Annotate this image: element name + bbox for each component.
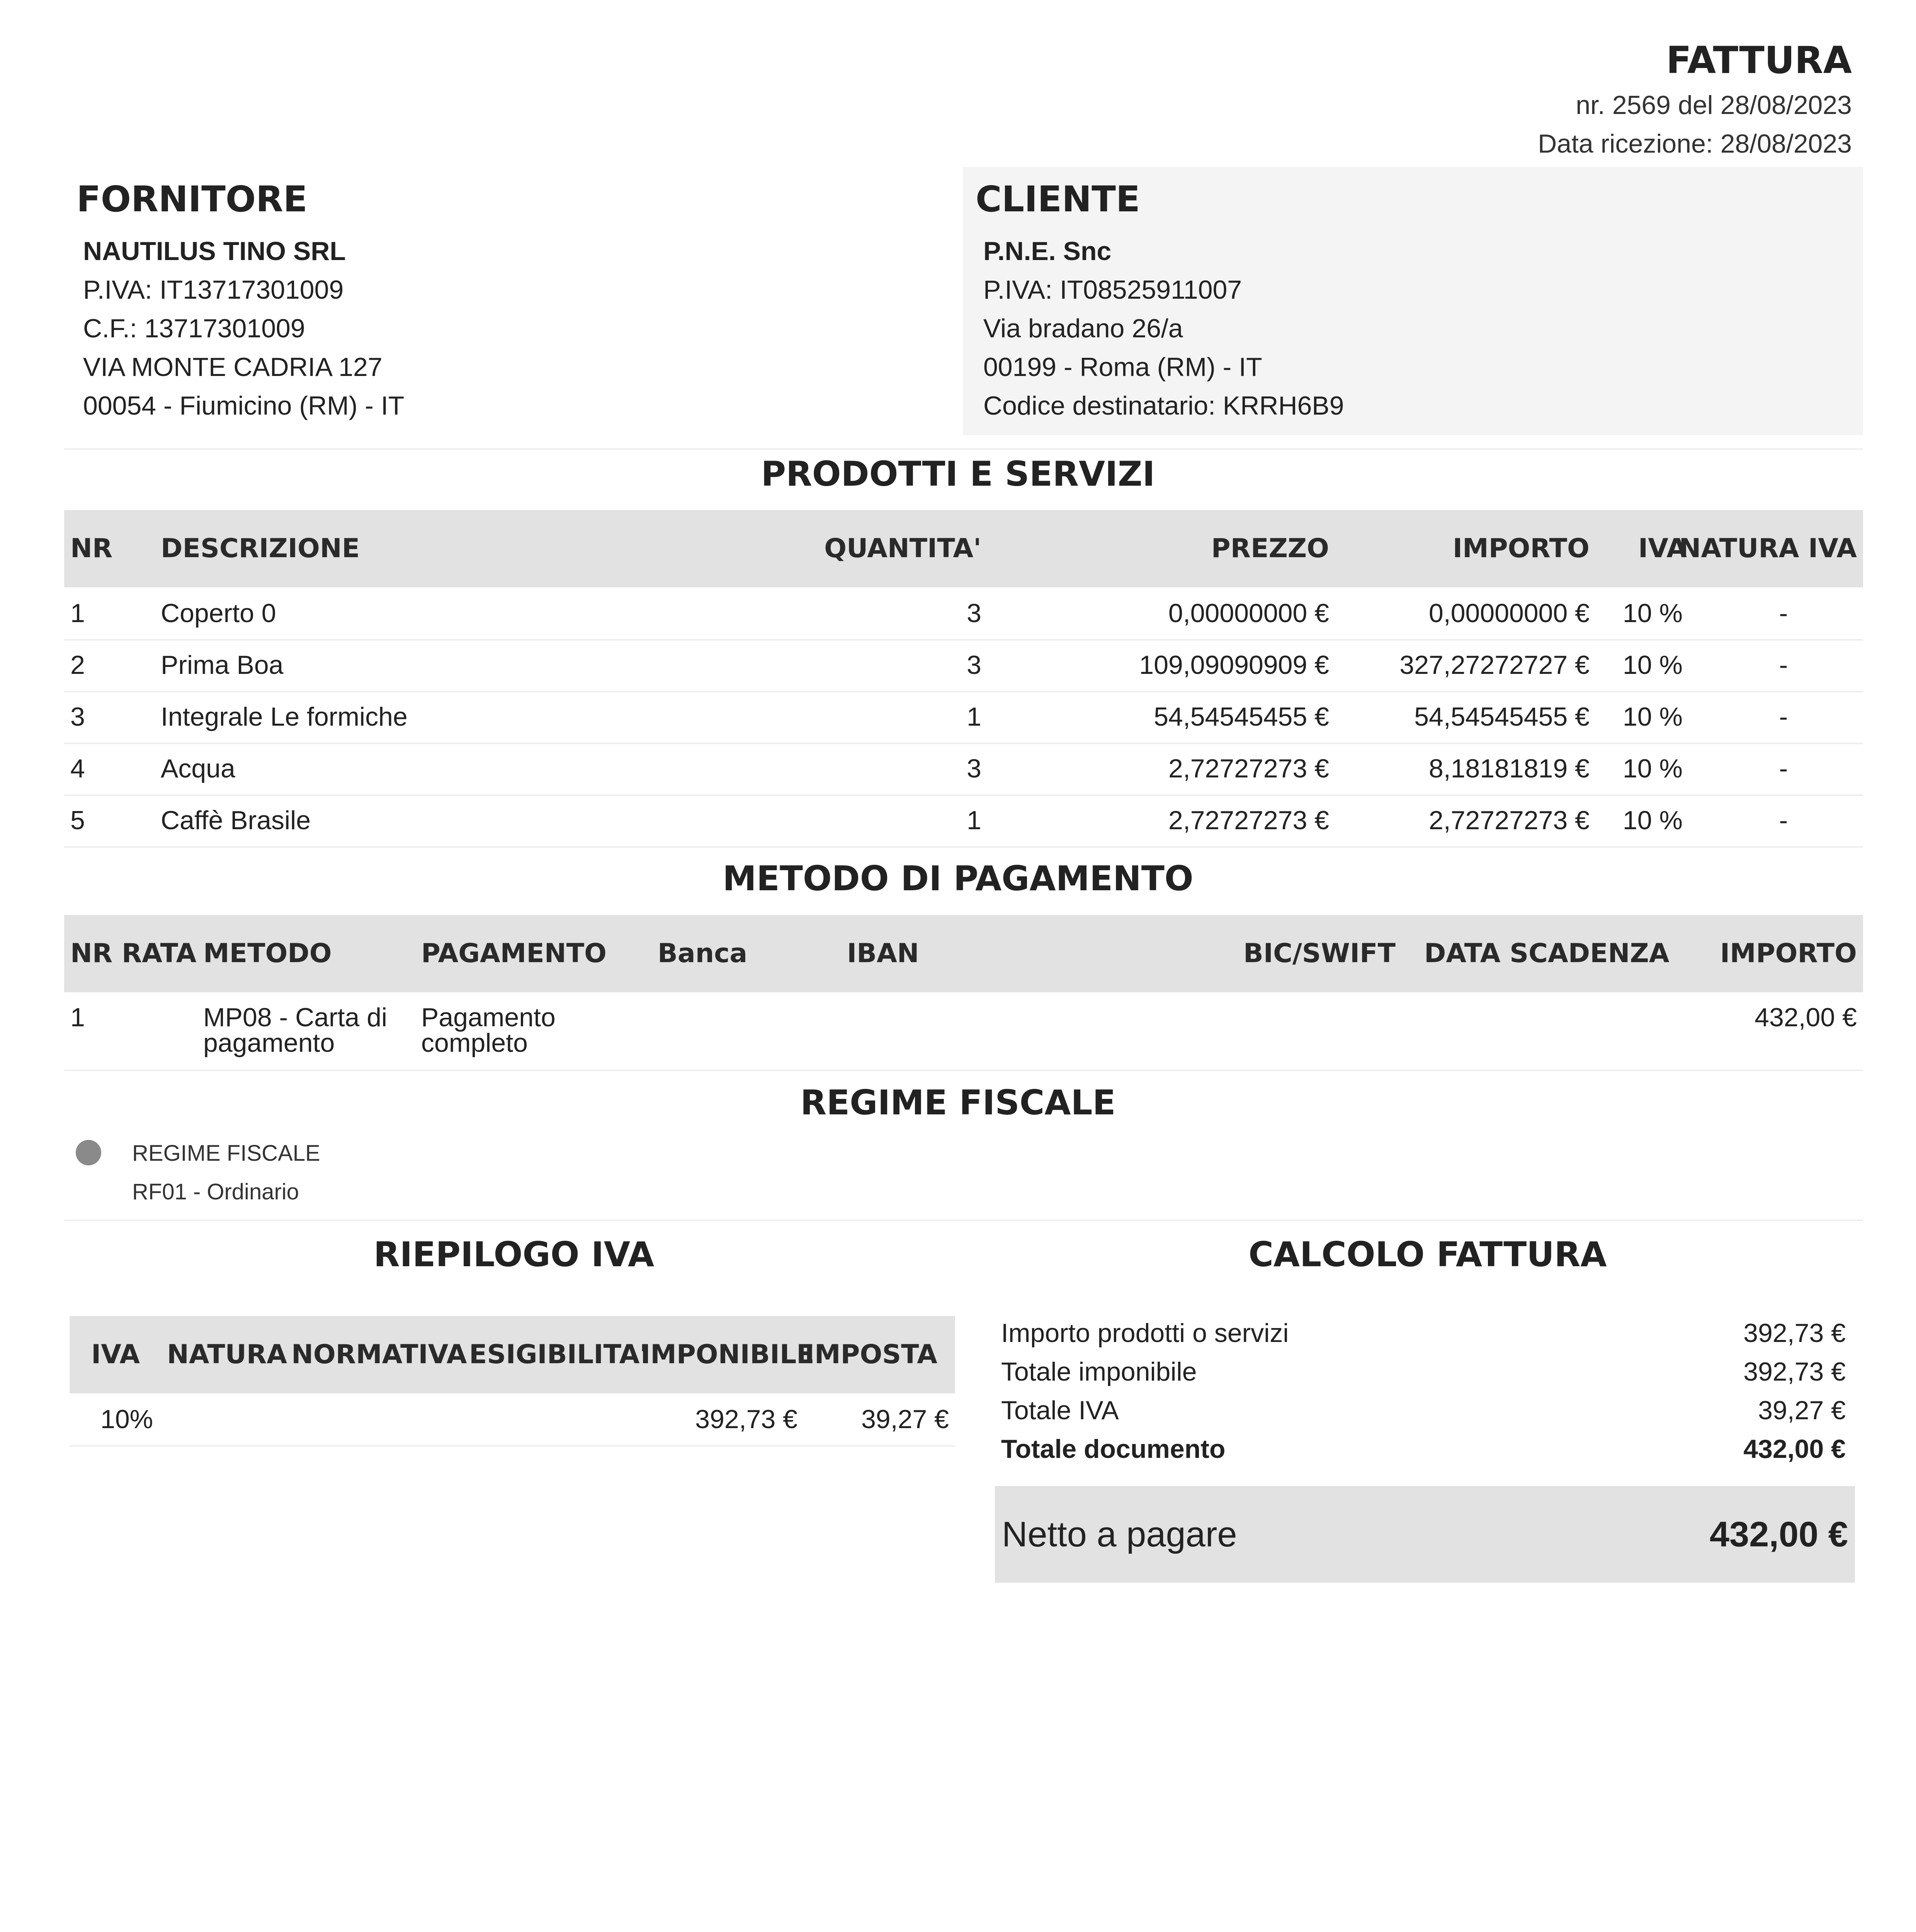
col-due-date: DATA SCADENZA	[1424, 938, 1669, 969]
payment-amount: 432,00 €	[1754, 1003, 1857, 1032]
cell-vat-nature: -	[1779, 806, 1788, 835]
cell-vat: 10 %	[1623, 702, 1683, 731]
cell-amount: 8,18181819 €	[1429, 754, 1590, 783]
col-method: METODO	[203, 938, 332, 969]
col-summary-tax: IMPOSTA	[804, 1339, 937, 1370]
divider	[64, 448, 1863, 450]
received-date: Data ricezione: 28/08/2023	[1538, 129, 1852, 158]
col-description: DESCRIZIONE	[161, 533, 360, 564]
cell-amount: 0,00000000 €	[1429, 599, 1590, 628]
supplier-city: 00054 - Fiumicino (RM) - IT	[83, 391, 405, 420]
supplier-vat: P.IVA: IT13717301009	[83, 275, 344, 304]
document-number: nr. 2569 del 28/08/2023	[1576, 90, 1852, 120]
calc-label-taxable: Totale imponibile	[1001, 1357, 1197, 1386]
customer-name: P.N.E. Snc	[983, 236, 1112, 266]
supplier-tax-code: C.F.: 13717301009	[83, 314, 305, 343]
calc-label-products: Importo prodotti o servizi	[1001, 1318, 1289, 1348]
calc-value-products: 392,73 €	[1743, 1318, 1846, 1348]
net-to-pay-value: 432,00 €	[1709, 1515, 1848, 1554]
cell-vat-nature: -	[1779, 702, 1788, 731]
payment-heading: METODO DI PAGAMENTO	[723, 859, 1193, 898]
vat-summary-header	[70, 1316, 955, 1393]
col-summary-taxable: IMPONIBILE	[641, 1339, 814, 1370]
col-iban: IBAN	[847, 938, 919, 969]
cell-quantity: 1	[967, 806, 981, 835]
table-row	[64, 691, 1863, 744]
document-title: FATTURA	[1666, 39, 1852, 82]
cell-vat: 10 %	[1623, 650, 1683, 680]
col-quantity: QUANTITA'	[824, 533, 981, 564]
calc-value-total: 432,00 €	[1743, 1434, 1846, 1464]
tax-regime-label: REGIME FISCALE	[132, 1141, 320, 1166]
cell-price: 0,00000000 €	[1168, 599, 1329, 628]
cell-vat-nature: -	[1779, 754, 1788, 783]
calc-value-vat: 39,27 €	[1758, 1396, 1846, 1425]
payment-table-header	[64, 915, 1863, 992]
tax-regime-heading: REGIME FISCALE	[800, 1083, 1116, 1122]
customer-address: Via bradano 26/a	[983, 314, 1183, 343]
payment-type-line2: completo	[421, 1028, 528, 1058]
cell-nr: 4	[70, 754, 85, 783]
cell-vat-nature: -	[1779, 599, 1788, 628]
col-payment: PAGAMENTO	[421, 938, 607, 969]
products-table-header	[64, 510, 1863, 587]
tax-regime-value: RF01 - Ordinario	[132, 1179, 299, 1204]
col-amount: IMPORTO	[1452, 533, 1590, 564]
cell-price: 109,09090909 €	[1139, 650, 1329, 680]
supplier-name: NAUTILUS TINO SRL	[83, 236, 346, 266]
table-row	[64, 639, 1863, 692]
customer-vat: P.IVA: IT08525911007	[983, 275, 1242, 304]
cell-description: Prima Boa	[161, 650, 284, 680]
summary-taxable: 392,73 €	[695, 1405, 797, 1434]
payment-installment: 1	[70, 1003, 85, 1032]
supplier-address: VIA MONTE CADRIA 127	[83, 352, 383, 382]
cell-amount: 2,72727273 €	[1429, 806, 1590, 835]
col-price: PREZZO	[1211, 533, 1329, 564]
cell-vat: 10 %	[1623, 806, 1683, 835]
col-summary-regulation: NORMATIVA	[291, 1339, 467, 1370]
payment-row	[64, 992, 1863, 1071]
cell-nr: 1	[70, 599, 85, 628]
table-row	[64, 743, 1863, 796]
cell-quantity: 3	[967, 754, 981, 783]
cell-vat-nature: -	[1779, 650, 1788, 680]
table-row	[64, 587, 1863, 641]
invoice-calc-heading: CALCOLO FATTURA	[1248, 1235, 1607, 1274]
net-to-pay-box	[995, 1486, 1855, 1583]
customer-recipient-code: Codice destinatario: KRRH6B9	[983, 391, 1344, 420]
col-summary-nature: NATURA	[167, 1339, 287, 1370]
col-vat-nature: NATURA IVA	[1679, 533, 1857, 564]
supplier-heading: FORNITORE	[77, 179, 308, 220]
cell-nr: 5	[70, 806, 85, 835]
col-payment-amount: IMPORTO	[1720, 938, 1857, 969]
col-bank: Banca	[658, 938, 748, 969]
payment-method-line1: MP08 - Carta di	[203, 1003, 388, 1032]
col-summary-chargeability: ESIGIBILITA'	[469, 1339, 648, 1370]
cell-description: Coperto 0	[161, 599, 276, 628]
cell-price: 2,72727273 €	[1168, 806, 1329, 835]
bullet-icon	[76, 1140, 101, 1165]
summary-vat: 10%	[100, 1405, 153, 1434]
cell-nr: 3	[70, 702, 85, 731]
vat-summary-row	[70, 1393, 955, 1447]
col-vat: IVA	[1638, 533, 1687, 564]
vat-summary-heading: RIEPILOGO IVA	[373, 1235, 655, 1274]
cell-nr: 2	[70, 650, 85, 680]
cell-price: 2,72727273 €	[1168, 754, 1329, 783]
col-bic: BIC/SWIFT	[1243, 938, 1396, 969]
cell-quantity: 1	[967, 702, 981, 731]
cell-quantity: 3	[967, 599, 981, 628]
payment-type-line1: Pagamento	[421, 1003, 556, 1032]
customer-city: 00199 - Roma (RM) - IT	[983, 352, 1262, 382]
col-installment: NR RATA	[70, 938, 197, 969]
net-to-pay-label: Netto a pagare	[1002, 1515, 1237, 1554]
customer-heading: CLIENTE	[976, 179, 1140, 220]
cell-vat: 10 %	[1623, 754, 1683, 783]
cell-amount: 54,54545455 €	[1414, 702, 1590, 731]
cell-price: 54,54545455 €	[1154, 702, 1329, 731]
cell-description: Integrale Le formiche	[161, 702, 408, 731]
table-row	[64, 794, 1863, 848]
summary-tax: 39,27 €	[861, 1405, 949, 1434]
cell-description: Caffè Brasile	[161, 806, 311, 835]
divider	[64, 1219, 1863, 1221]
calc-label-total: Totale documento	[1001, 1434, 1226, 1464]
calc-label-vat: Totale IVA	[1001, 1396, 1119, 1425]
cell-quantity: 3	[967, 650, 981, 680]
cell-description: Acqua	[161, 754, 235, 783]
payment-method-line2: pagamento	[203, 1028, 335, 1058]
calc-value-taxable: 392,73 €	[1743, 1357, 1846, 1386]
cell-vat: 10 %	[1623, 599, 1683, 628]
products-heading: PRODOTTI E SERVIZI	[761, 454, 1155, 494]
cell-amount: 327,27272727 €	[1399, 650, 1590, 680]
col-nr: NR	[70, 533, 113, 564]
col-summary-vat: IVA	[91, 1339, 140, 1370]
